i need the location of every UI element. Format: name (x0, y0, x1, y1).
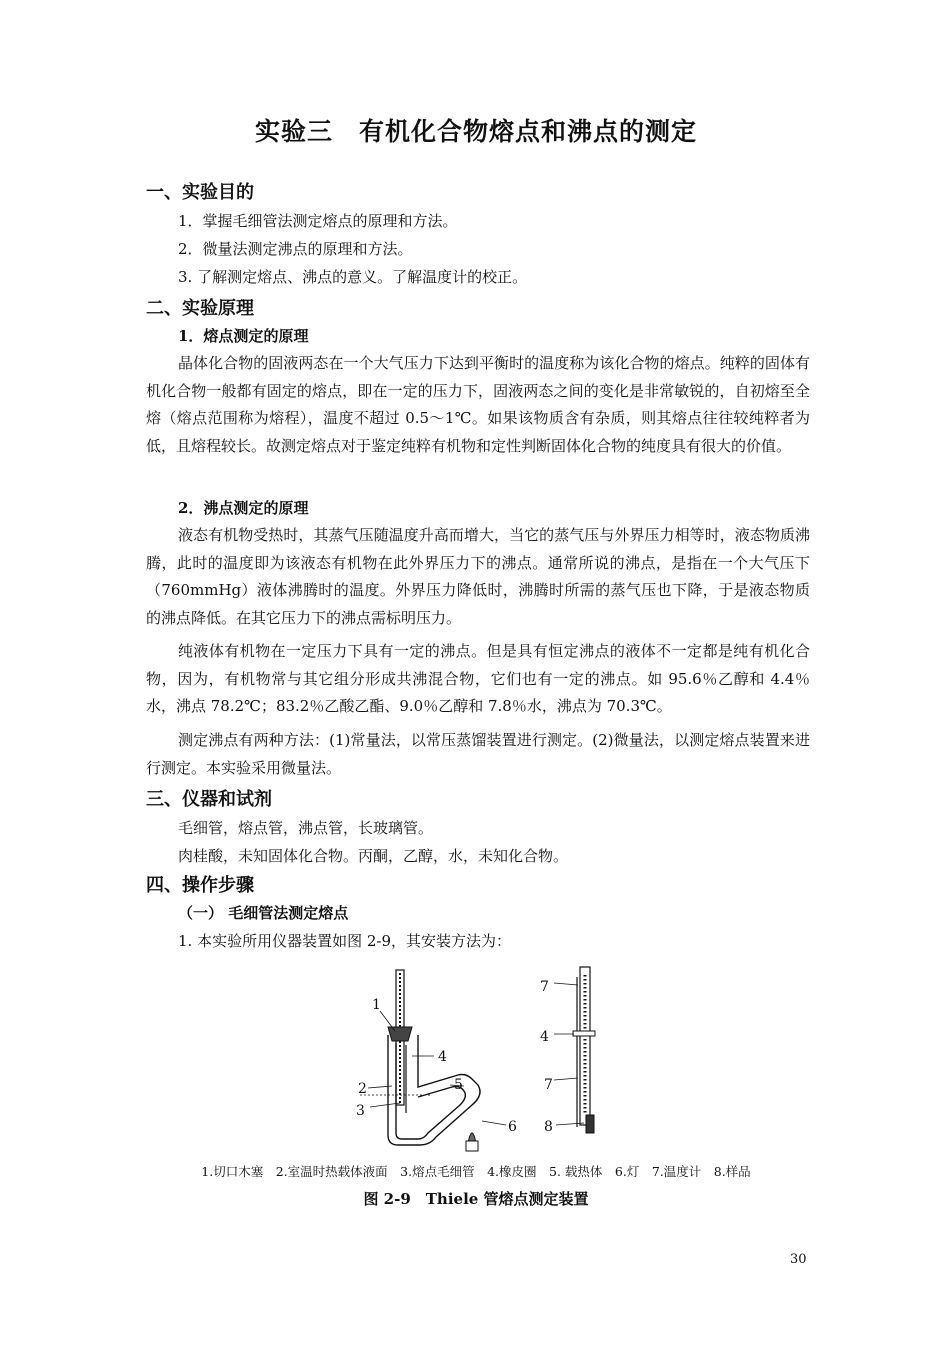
figure-label-5: 5 (454, 1077, 463, 1093)
figure-caption: 1.切口木塞 2.室温时热载体液面 3.熔点毛细管 4.橡皮圈 5. 载热体 6.灯 7.温度计 8.样品 (201, 1164, 751, 1179)
subheading-capillary-method: （一） 毛细管法测定熔点 (178, 904, 349, 922)
subheading-boiling-principle: 2．沸点测定的原理 (178, 499, 309, 517)
purpose-item-1: 1．掌握毛细管法测定熔点的原理和方法。 (178, 212, 458, 230)
thiele-tube-figure (300, 955, 630, 1155)
figure-label-8: 8 (544, 1119, 553, 1135)
thermometer-right (580, 967, 594, 1133)
paragraph-boiling-principle: 液态有机物受热时，其蒸气压随温度升高而增大，当它的蒸气压与外界压力相等时，液态物质沸腾，此时的温度即为该液态有机物在此外界压力下的沸点。通常所说的沸点，是指在一个大气压下（760mmHg）液体沸腾时的温度。外界压力降低时，沸腾时所需的蒸气压也下降，于是液态物质的沸点降低。在其它压力下的沸点需标明压力。 (146, 526, 810, 627)
materials-apparatus: 毛细管，熔点管，沸点管，长玻璃管。 (178, 819, 434, 837)
rubber-ring (573, 1031, 595, 1036)
paragraph-azeotrope: 纯液体有机物在一定压力下具有一定的沸点。但是具有恒定沸点的液体不一定都是纯有机化合物，因为，有机物常与其它组分形成共沸混合物，它们也有一定的沸点。如 95.6％乙醇和 4.4％水，沸点 78.2℃；83.2％乙酸乙酯、9.0％乙醇和 7.8％水，沸点为 70.3℃。 (146, 642, 810, 715)
figure-label-7-right: 7 (544, 1077, 553, 1093)
steps-line-1: 1. 本实验所用仪器装置如图 2-9，其安装方法为： (178, 932, 512, 950)
section-heading-purpose: 一、实验目的 (146, 182, 254, 203)
figure-title: 图 2-9 Thiele 管熔点测定装置 (363, 1190, 589, 1208)
page-title: 实验三 有机化合物熔点和沸点的测定 (254, 117, 697, 146)
figure-label-3: 3 (356, 1103, 365, 1119)
burner (466, 1141, 478, 1151)
subheading-melting-principle: 1．熔点测定的原理 (178, 327, 309, 345)
paragraph-melting-principle: 晶体化合物的固液两态在一个大气压力下达到平衡时的温度称为该化合物的熔点。纯粹的固体有机化合物一般都有固定的熔点，即在一定的压力下，固液两态之间的变化是非常敏锐的，自初熔至全熔（熔点范围称为熔程），温度不超过 0.5～1℃。如果该物质含有杂质，则其熔点往往较纯粹者为低，且熔程较长。故测定熔点对于鉴定纯粹有机物和定性判断固体化合物的纯度具有很大的价值。 (146, 354, 810, 455)
materials-reagents: 肉桂酸，未知固体化合物。丙酮，乙醇，水，未知化合物。 (178, 847, 569, 865)
figure-label-4-right: 4 (540, 1029, 549, 1045)
section-heading-steps: 四、操作步骤 (146, 875, 254, 896)
figure-label-1: 1 (372, 997, 381, 1013)
figure-label-2: 2 (358, 1081, 367, 1097)
figure-label-6: 6 (508, 1119, 517, 1135)
figure-label-7: 7 (540, 979, 549, 995)
cork-stopper (388, 1027, 412, 1041)
section-heading-principle: 二、实验原理 (146, 298, 254, 319)
page-number: 30 (790, 1252, 807, 1267)
section-heading-materials: 三、仪器和试剂 (146, 789, 272, 810)
purpose-item-3: 3. 了解测定熔点、沸点的意义。了解温度计的校正。 (178, 268, 528, 286)
purpose-item-2: 2．微量法测定沸点的原理和方法。 (178, 240, 413, 258)
paragraph-methods: 测定沸点有两种方法：(1)常量法，以常压蒸馏装置进行测定。(2)微量法，以测定熔点装置来进行测定。本实验采用微量法。 (146, 731, 810, 777)
figure-label-4: 4 (438, 1049, 447, 1065)
